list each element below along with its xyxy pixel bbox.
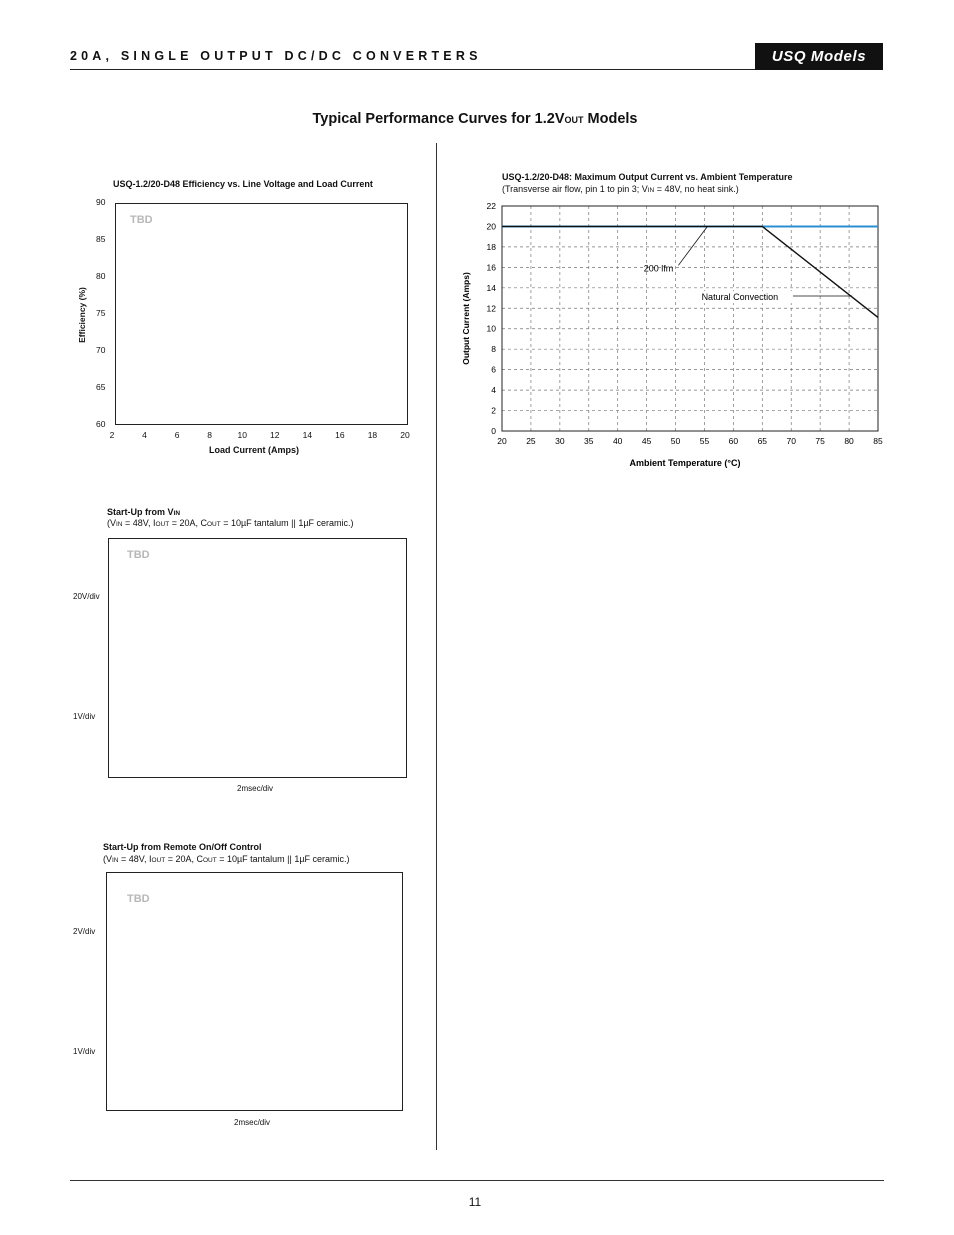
efficiency-x-axis-label: Load Current (Amps) — [209, 445, 299, 455]
efficiency-y-axis-label: Efficiency (%) — [77, 287, 87, 343]
page-title — [0, 111, 950, 127]
derating-plot-frame — [502, 206, 878, 431]
x-tick-label: 30 — [555, 436, 565, 446]
x-tick-label: 80 — [844, 436, 854, 446]
efficiency-placeholder: TBD — [130, 214, 153, 226]
startup-vin-upper-scale: 20V/div — [73, 592, 100, 601]
x-tick-label: 60 — [728, 436, 739, 446]
page-number: 11 — [468, 1195, 482, 1209]
x-tick-label: 25 — [526, 436, 536, 446]
efficiency-chart-title: USQ-1.2/20-D48 Efficiency vs. Line Voltage and Load Current — [113, 179, 373, 189]
leader-line-200-lfm — [678, 226, 707, 265]
x-tick-label: 70 — [786, 436, 796, 446]
startup-vin-time-scale: 2msec/div — [237, 784, 274, 793]
derating-x-axis-label: Ambient Temperature (°C) — [629, 458, 741, 468]
efficiency-x-tick: 20 — [400, 430, 410, 440]
efficiency-x-tick: 16 — [335, 430, 345, 440]
y-tick-label: 10 — [486, 323, 496, 334]
y-tick-label: 12 — [486, 303, 496, 314]
derating-chart-subtitle — [502, 184, 739, 194]
cond-end: = 10µF tantalum || 1µF ceramic.) — [220, 518, 354, 528]
page-title-subscript: OUT — [564, 115, 584, 125]
efficiency-x-tick: 18 — [367, 430, 378, 440]
y-tick-label: 16 — [486, 262, 496, 273]
footer-rule — [70, 1180, 884, 1181]
startup-remote-title: Start-Up from Remote On/Off Control — [103, 842, 262, 852]
startup-vin-scope — [108, 538, 407, 778]
startup-vin-title-text: Start-Up from V — [107, 507, 174, 517]
x-tick-label: 35 — [584, 436, 594, 446]
startup-remote-placeholder: TBD — [127, 893, 150, 905]
efficiency-x-tick: 4 — [142, 430, 147, 440]
y-tick-label: 22 — [486, 201, 496, 211]
efficiency-x-tick: 10 — [237, 430, 247, 440]
series-label-200-lfm: 200 lfm — [643, 263, 674, 274]
efficiency-plot-area — [115, 203, 408, 425]
cond-out1-sub: OUT — [151, 857, 166, 864]
cond-out2-sub: OUT — [202, 857, 217, 864]
page-title-suffix: Models — [583, 111, 638, 127]
startup-remote-lower-scale: 1V/div — [73, 1047, 96, 1056]
x-tick-label: 20 — [497, 436, 507, 446]
series-line-natural-convection — [502, 226, 878, 317]
cond-mid1: = 48V, I — [122, 518, 156, 528]
y-tick-label: 0 — [491, 426, 496, 436]
cond-mid1: = 48V, I — [118, 854, 152, 864]
document-header-title: 20A, SINGLE OUTPUT DC/DC CONVERTERS — [70, 49, 482, 63]
subtitle-open: (Transverse air flow, pin 1 to pin 3; V — [502, 184, 648, 194]
x-tick-label: 65 — [757, 436, 768, 446]
y-tick-label: 6 — [491, 364, 496, 375]
efficiency-y-tick: 75 — [96, 308, 106, 318]
startup-vin-lower-scale: 1V/div — [73, 712, 96, 721]
cond-out2-sub: OUT — [206, 521, 221, 528]
x-tick-label: 75 — [815, 436, 825, 446]
y-tick-label: 14 — [486, 282, 496, 293]
efficiency-y-tick: 65 — [96, 382, 106, 392]
efficiency-y-tick: 80 — [96, 271, 106, 281]
y-tick-label: 20 — [486, 221, 496, 232]
startup-vin-title-sub: IN — [173, 510, 181, 517]
startup-vin-conditions — [107, 518, 354, 528]
cond-in-sub: IN — [112, 857, 119, 864]
cond-mid2: = 20A, C — [165, 854, 203, 864]
startup-vin-title — [107, 507, 180, 517]
column-divider — [436, 143, 437, 1150]
cond-open: (V — [103, 854, 112, 864]
derating-chart — [440, 195, 910, 480]
x-tick-label: 45 — [641, 436, 652, 446]
efficiency-x-tick: 14 — [302, 430, 313, 440]
subtitle-sub: IN — [647, 187, 655, 194]
x-tick-label: 55 — [699, 436, 710, 446]
y-tick-label: 18 — [486, 241, 496, 252]
y-tick-label: 2 — [491, 405, 496, 416]
derating-y-axis-label: Output Current (Amps) — [461, 272, 471, 365]
page-title-prefix: Typical Performance Curves for 1.2V — [312, 111, 565, 127]
efficiency-x-tick: 6 — [174, 430, 180, 440]
cond-end: = 10µF tantalum || 1µF ceramic.) — [216, 854, 350, 864]
header-rule — [70, 69, 775, 70]
models-badge: USQ Models — [755, 43, 883, 70]
series-label-natural-convection: Natural Convection — [701, 292, 779, 303]
subtitle-end: = 48V, no heat sink.) — [654, 184, 739, 194]
x-tick-label: 50 — [670, 436, 681, 446]
startup-remote-upper-scale: 2V/div — [73, 927, 96, 936]
derating-chart-title: USQ-1.2/20-D48: Maximum Output Current vs. Ambient Temperature — [502, 172, 793, 182]
efficiency-y-tick: 90 — [96, 197, 106, 207]
cond-in-sub: IN — [116, 521, 123, 528]
efficiency-x-tick: 8 — [207, 430, 213, 440]
cond-open: (V — [107, 518, 116, 528]
efficiency-y-tick: 85 — [96, 234, 106, 244]
startup-remote-scope — [106, 872, 403, 1111]
x-tick-label: 40 — [612, 436, 623, 446]
startup-remote-time-scale: 2msec/div — [234, 1118, 271, 1127]
efficiency-y-tick: 60 — [96, 419, 106, 429]
x-tick-label: 85 — [873, 436, 883, 446]
efficiency-x-tick: 2 — [109, 430, 115, 440]
cond-out1-sub: OUT — [155, 521, 170, 528]
y-tick-label: 4 — [491, 385, 496, 396]
cond-mid2: = 20A, C — [169, 518, 207, 528]
y-tick-label: 8 — [491, 344, 496, 355]
startup-remote-conditions — [103, 854, 350, 864]
startup-vin-placeholder: TBD — [127, 549, 150, 561]
efficiency-x-tick: 12 — [270, 430, 280, 440]
efficiency-y-tick: 70 — [96, 345, 106, 355]
